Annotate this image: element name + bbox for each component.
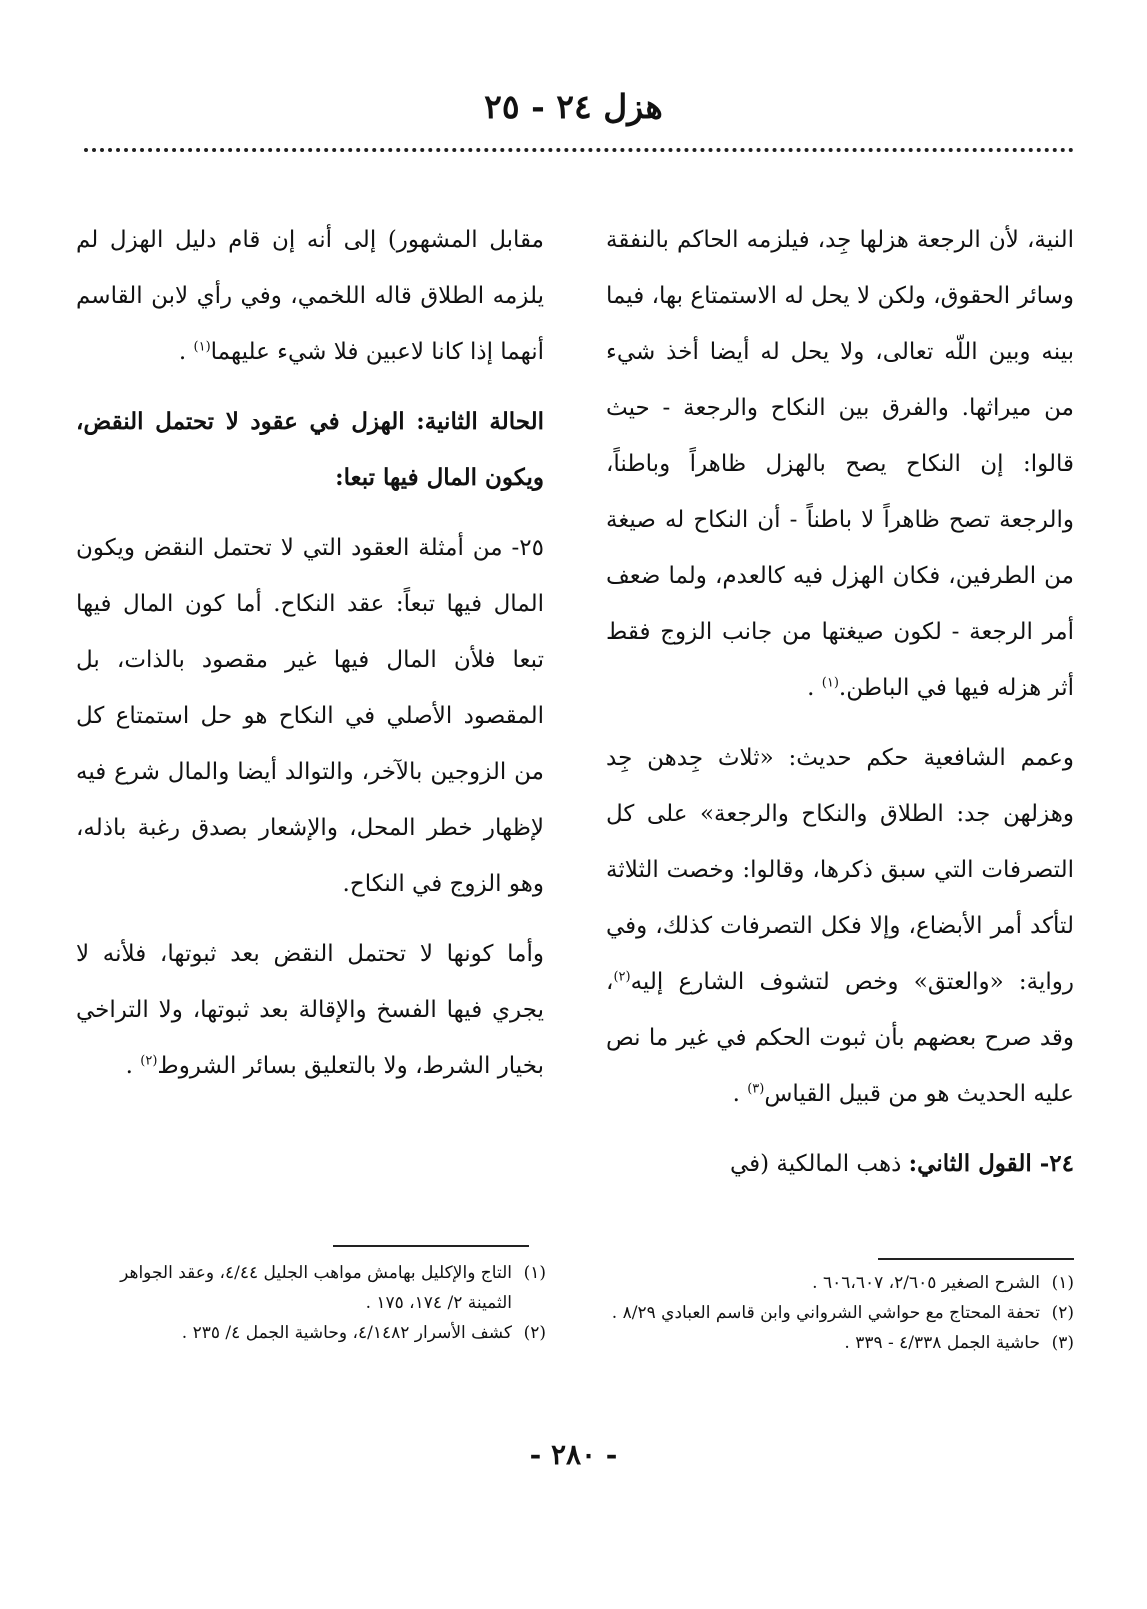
footnote-item: [604, 1298, 1074, 1328]
footnote-number: (٣): [1051, 1333, 1074, 1353]
footnote-item: [76, 1258, 546, 1318]
footnote-item: [604, 1328, 1074, 1358]
right-p2-end: .: [732, 1081, 748, 1107]
footnote-item: [76, 1318, 546, 1348]
running-header-title: هزل ٢٤ - ٢٥: [484, 87, 663, 126]
footnote-text: الشرح الصغير ٢/٦٠٥، ٦٠٦،٦٠٧ .: [812, 1273, 1040, 1293]
right-paragraph-1: [606, 212, 1074, 716]
left-paragraph-1: [76, 212, 544, 380]
left-p1-end: .: [178, 339, 194, 365]
right-p1-text: النية، لأن الرجعة هزلها جِد، فيلزمه الحاكم بالنفقة وسائر الحقوق، ولكن لا يحل له الاستمتاع بها، فيما بينه وبين اللّه تعالى، ولا يحل له أيضا أخذ شيء من ميراثها. والفرق بين النكاح والرجعة - حيث قالوا: إن النكاح يصح بالهزل ظاهراً وباطناً، والرجعة تصح ظاهراً لا باطناً - أن النكاح له صيغة من الطرفين، فكان الهزل فيه كالعدم، ولما ضعف أمر الرجعة - لكون صيغتها من جانب الزوج فقط أثر هزله فيها في الباطن.: [606, 227, 1074, 701]
header-dotted-rule: [84, 148, 1074, 152]
footnote-ref: (٢): [140, 1053, 158, 1069]
footnote-number: (١): [1051, 1273, 1074, 1293]
right-column: [606, 212, 1074, 1192]
left-column: [76, 212, 544, 1094]
left-paragraph-2: [76, 520, 544, 912]
right-p1-end: .: [807, 675, 822, 701]
left-p2-text: ٢٥- من أمثلة العقود التي لا تحتمل النقض ويكون المال فيها تبعاً: عقد النكاح. أما كون المال فيها تبعا فلأن المال فيها غير مقصود بالذات، بل المقصود الأصلي في النكاح هو حل استمتاع كل من الزوجين بالآخر، والتوالد أيضا والمال شرع فيه لإظهار خطر المحل، والإشعار بصدق رغبة باذله، وهو الزوج في النكاح.: [76, 535, 544, 897]
right-p2-text-b: ، وقد صرح بعضهم بأن ثبوت الحكم في غير ما نص عليه الحديث هو من قبيل القياس: [606, 969, 1074, 1107]
left-p1-text: مقابل المشهور) إلى أنه إن قام دليل الهزل لم يلزمه الطلاق قاله اللخمي، وفي رأي لابن القاسم أنهما إذا كانا لاعبين فلا شيء عليهما: [76, 227, 544, 365]
footnote-text: تحفة المحتاج مع حواشي الشرواني وابن قاسم العبادي ٨/٢٩ .: [611, 1303, 1040, 1323]
footnote-text: كشف الأسرار ٤/١٤٨٢، وحاشية الجمل ٤/ ٢٣٥ .: [181, 1323, 512, 1343]
footnote-number: (٢): [523, 1323, 546, 1343]
footnote-rule-left: [333, 1245, 529, 1247]
left-p3-text: وأما كونها لا تحتمل النقض بعد ثبوتها، فلأنه لا يجري فيها الفسخ والإقالة بعد ثبوتها، ولا التراخي بخيار الشرط، ولا بالتعليق بسائر الشروط: [76, 941, 544, 1079]
section-lead-24: ٢٤- القول الثاني:: [908, 1150, 1074, 1177]
footnote-ref: (٢): [613, 969, 631, 985]
footnote-number: (٢): [1051, 1303, 1074, 1323]
footnote-ref: (١): [193, 339, 211, 355]
footnote-number: (١): [523, 1263, 546, 1283]
footnote-text: حاشية الجمل ٤/٣٣٨ - ٣٣٩ .: [844, 1333, 1040, 1353]
page-number: - ٢٨٠ -: [529, 1438, 618, 1471]
right-p2-text-a: وعمم الشافعية حكم حديث: «ثلاث جِدهن جِد وهزلهن جد: الطلاق والنكاح والرجعة» على كل التصرفات التي سبق ذكرها، وقالوا: وخصت الثلاثة لتأكد أمر الأبضاع، وإلا فكل التصرفات كذلك، وفي رواية: «والعتق» وخص لتشوف الشارع إليه: [606, 745, 1074, 995]
right-p3-text: ذهب المالكية (في: [729, 1151, 909, 1177]
right-paragraph-2: [606, 730, 1074, 1122]
footnote-ref: (٣): [747, 1081, 765, 1097]
right-paragraph-3: [606, 1136, 1074, 1192]
footnote-ref: (١): [821, 675, 839, 691]
footnotes-left: [76, 1258, 546, 1348]
left-p3-end: .: [125, 1053, 141, 1079]
footnote-text: التاج والإكليل بهامش مواهب الجليل ٤/٤٤، وعقد الجواهر الثمينة ٢/ ١٧٤، ١٧٥ .: [120, 1263, 512, 1313]
footnote-item: [604, 1268, 1074, 1298]
footnote-rule-right: [878, 1258, 1074, 1260]
section-heading: الحالة الثانية: الهزل في عقود لا تحتمل النقض، ويكون المال فيها تبعا:: [76, 408, 544, 491]
footnotes-right: [604, 1268, 1074, 1358]
left-paragraph-3: [76, 926, 544, 1094]
